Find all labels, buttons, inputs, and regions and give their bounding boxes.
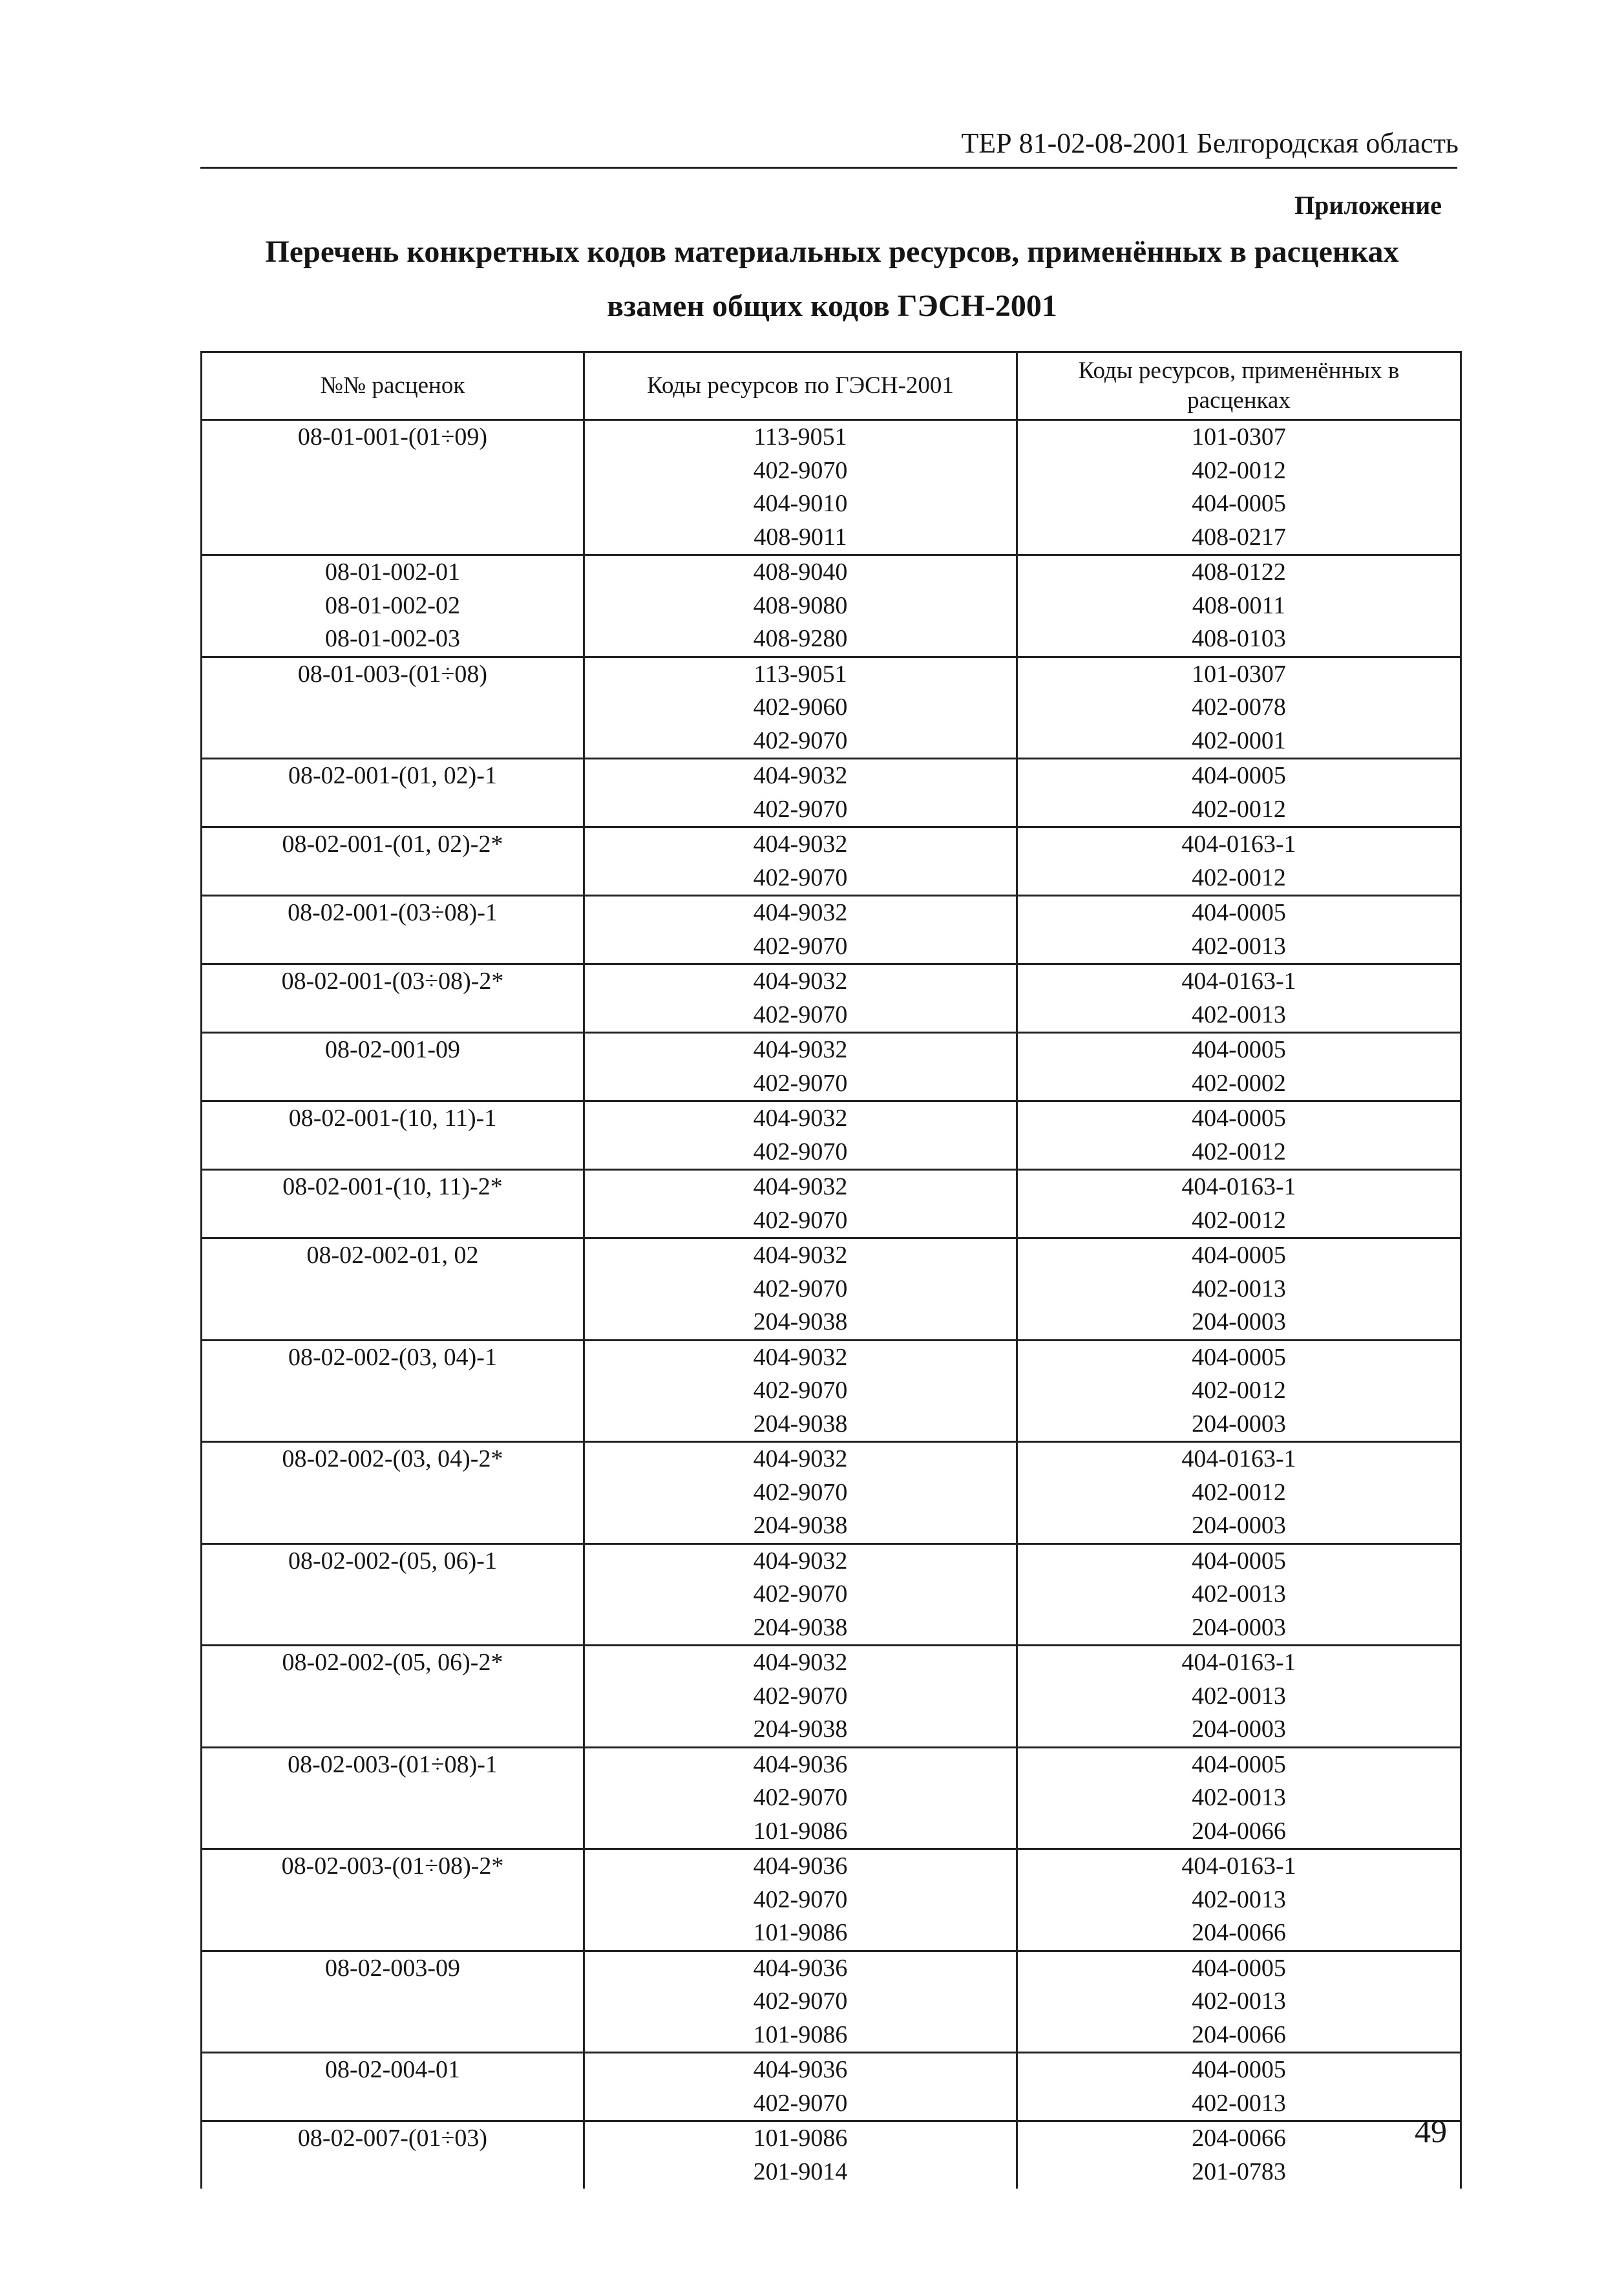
applied-cell — [1017, 827, 1461, 896]
rate-number: 08-02-001-(10, 11)-2* — [282, 1173, 503, 1200]
resource-code: 404-0005 — [1192, 1036, 1286, 1063]
resource-code: 402-0012 — [1192, 1377, 1286, 1404]
gesn-cell — [584, 657, 1017, 759]
applied-cell — [1017, 1101, 1461, 1170]
gesn-cell — [584, 1544, 1017, 1646]
table-row — [202, 759, 1461, 827]
applied-cell — [1017, 896, 1461, 964]
resource-code: 404-0163-1 — [1181, 1445, 1296, 1472]
table-row — [202, 1646, 1461, 1748]
rate-number: 08-01-002-01 — [325, 558, 460, 586]
resource-code: 404-0005 — [1192, 490, 1286, 517]
resource-code: 101-0307 — [1192, 423, 1286, 451]
gesn-cell — [584, 2053, 1017, 2121]
resource-code: 408-0217 — [1192, 523, 1286, 551]
gesn-cell — [584, 1238, 1017, 1341]
resource-code: 402-0078 — [1192, 694, 1286, 721]
resource-code: 204-0066 — [1192, 2021, 1286, 2048]
rate-number: 08-02-001-(03÷08)-2* — [281, 968, 504, 995]
table-row — [202, 555, 1461, 657]
rate-number: 08-02-002-(03, 04)-2* — [282, 1445, 503, 1472]
gesn-cell — [584, 1747, 1017, 1849]
resource-code: 404-9032 — [753, 762, 848, 789]
resource-code: 402-0013 — [1192, 1001, 1286, 1028]
gesn-cell — [584, 759, 1017, 827]
table-row — [202, 1170, 1461, 1238]
resource-code: 404-0163-1 — [1181, 831, 1296, 858]
rate-number: 08-02-004-01 — [325, 2056, 460, 2083]
applied-cell — [1017, 759, 1461, 827]
resource-code: 404-0005 — [1192, 1954, 1286, 1982]
resource-code: 402-0013 — [1192, 1682, 1286, 1710]
resource-code: 402-9070 — [753, 1784, 848, 1811]
resource-code: 204-9038 — [753, 1410, 848, 1438]
resource-code: 408-9040 — [753, 558, 848, 586]
table-row — [202, 1238, 1461, 1341]
gesn-cell — [584, 1101, 1017, 1170]
table-row — [202, 1849, 1461, 1951]
header-rate-numbers: №№ расценок — [202, 352, 584, 420]
table-row — [202, 2053, 1461, 2121]
resource-code: 402-9070 — [753, 1001, 848, 1028]
table-row — [202, 1951, 1461, 2053]
resource-code: 204-0003 — [1192, 1613, 1286, 1641]
resource-code: 204-9038 — [753, 1715, 848, 1743]
resource-code: 402-0012 — [1192, 1478, 1286, 1506]
resource-code: 404-0163-1 — [1181, 1649, 1296, 1676]
applied-cell — [1017, 1849, 1461, 1951]
resource-code: 101-9086 — [753, 2125, 848, 2152]
rate-cell — [202, 964, 584, 1033]
applied-cell — [1017, 1951, 1461, 2053]
rate-cell — [202, 1033, 584, 1101]
applied-cell — [1017, 657, 1461, 759]
resource-code: 404-9036 — [753, 1954, 848, 1982]
resource-code: 402-9070 — [753, 1478, 848, 1506]
rate-number: 08-02-002-01, 02 — [306, 1242, 479, 1269]
resource-code: 404-0163-1 — [1181, 1852, 1296, 1880]
gesn-cell — [584, 1340, 1017, 1442]
resource-code: 408-9280 — [753, 625, 848, 652]
table-row — [202, 896, 1461, 964]
resource-code: 402-9070 — [753, 1885, 848, 1913]
gesn-cell — [584, 1170, 1017, 1238]
resource-code: 402-0013 — [1192, 1275, 1286, 1302]
resource-code: 404-9032 — [753, 1242, 848, 1269]
rate-cell — [202, 1101, 584, 1170]
resource-code: 402-9070 — [753, 1069, 848, 1097]
table-row — [202, 1442, 1461, 1544]
rate-cell — [202, 1340, 584, 1442]
appendix-label: Приложение — [1294, 191, 1442, 220]
resource-code: 402-9070 — [753, 1377, 848, 1404]
resource-code: 408-0011 — [1192, 591, 1286, 619]
resource-code: 402-0012 — [1192, 864, 1286, 891]
gesn-cell — [584, 1033, 1017, 1101]
resource-code: 402-9070 — [753, 1580, 848, 1607]
resource-code: 404-9010 — [753, 490, 848, 517]
resource-code: 404-0005 — [1192, 899, 1286, 926]
resource-code: 113-9051 — [754, 660, 847, 688]
title-line-1: Перечень конкретных кодов материальных ресурсов, применённых в расценках — [265, 235, 1399, 269]
resource-code: 402-0013 — [1192, 1580, 1286, 1607]
resource-code: 402-9070 — [753, 727, 848, 754]
resource-code: 404-9036 — [753, 1750, 848, 1778]
resource-code: 101-9086 — [753, 2021, 848, 2048]
resource-code: 404-0005 — [1192, 1547, 1286, 1575]
gesn-cell — [584, 1646, 1017, 1748]
rate-cell — [202, 1170, 584, 1238]
rate-number: 08-01-002-03 — [325, 625, 460, 652]
gesn-cell — [584, 827, 1017, 896]
resource-code: 404-0005 — [1192, 1105, 1286, 1132]
gesn-cell — [584, 2121, 1017, 2189]
resource-code: 404-9032 — [753, 1547, 848, 1575]
resource-code: 402-0012 — [1192, 1138, 1286, 1165]
applied-cell — [1017, 964, 1461, 1033]
rate-cell — [202, 1747, 584, 1849]
resource-code: 204-0003 — [1192, 1308, 1286, 1335]
rate-number: 08-01-003-(01÷08) — [297, 660, 488, 688]
rate-cell — [202, 759, 584, 827]
resource-code: 402-0013 — [1192, 1885, 1286, 1913]
resource-code: 404-0005 — [1192, 1343, 1286, 1371]
resource-code: 113-9051 — [754, 423, 847, 451]
rate-cell — [202, 2053, 584, 2121]
rate-number: 08-01-001-(01÷09) — [297, 423, 488, 451]
rate-number: 08-02-001-(01, 02)-1 — [288, 762, 497, 789]
table-body — [202, 420, 1461, 2189]
resource-code: 204-0003 — [1192, 1715, 1286, 1743]
resource-code: 408-0122 — [1192, 558, 1286, 586]
applied-cell — [1017, 1747, 1461, 1849]
applied-cell — [1017, 2053, 1461, 2121]
applied-cell — [1017, 2121, 1461, 2189]
applied-cell — [1017, 1238, 1461, 1341]
resource-code: 204-0066 — [1192, 1919, 1286, 1946]
resource-code: 204-9038 — [753, 1512, 848, 1539]
resource-code: 404-0005 — [1192, 1750, 1286, 1778]
rate-number: 08-02-003-(01÷08)-1 — [288, 1750, 498, 1778]
resource-code: 404-9032 — [753, 831, 848, 858]
resource-code: 408-9011 — [754, 523, 847, 551]
resource-code: 201-0783 — [1192, 2158, 1286, 2185]
resource-code: 404-9032 — [753, 1649, 848, 1676]
rate-number: 08-02-002-(05, 06)-1 — [288, 1547, 497, 1575]
rate-cell — [202, 827, 584, 896]
table-row — [202, 1747, 1461, 1849]
applied-cell — [1017, 1442, 1461, 1544]
page-title — [0, 225, 1624, 334]
resource-code: 408-9080 — [753, 591, 848, 619]
resource-code: 404-9032 — [753, 899, 848, 926]
rate-cell — [202, 555, 584, 657]
rate-cell — [202, 1442, 584, 1544]
rate-number: 08-02-002-(05, 06)-2* — [282, 1649, 503, 1676]
rate-number: 08-02-001-(01, 02)-2* — [282, 831, 503, 858]
resource-code: 402-0013 — [1192, 2089, 1286, 2117]
gesn-cell — [584, 896, 1017, 964]
resource-code: 204-0003 — [1192, 1410, 1286, 1438]
gesn-cell — [584, 1849, 1017, 1951]
table-row — [202, 657, 1461, 759]
resource-code: 402-0013 — [1192, 1784, 1286, 1811]
page-number: 49 — [1415, 2113, 1447, 2149]
applied-cell — [1017, 1170, 1461, 1238]
resource-code: 402-9070 — [753, 932, 848, 960]
rate-cell — [202, 1849, 584, 1951]
applied-cell — [1017, 555, 1461, 657]
resource-code: 404-0163-1 — [1181, 968, 1296, 995]
resource-code: 404-9032 — [753, 1173, 848, 1200]
gesn-cell — [584, 1442, 1017, 1544]
resource-code: 404-0005 — [1192, 2056, 1286, 2083]
header-rule — [200, 167, 1457, 169]
resource-code: 402-9060 — [753, 694, 848, 721]
resource-code: 101-9086 — [753, 1919, 848, 1946]
table-row — [202, 1544, 1461, 1646]
resource-code: 404-0005 — [1192, 762, 1286, 789]
table-row — [202, 420, 1461, 555]
applied-cell — [1017, 1033, 1461, 1101]
header-applied-codes: Коды ресурсов, применённых в расценках — [1017, 352, 1461, 420]
resource-code: 402-9070 — [753, 456, 848, 484]
resource-code: 204-0066 — [1192, 1817, 1286, 1845]
rate-number: 08-02-001-(03÷08)-1 — [288, 899, 498, 926]
resource-code: 404-9032 — [753, 1445, 848, 1472]
resource-code: 402-9070 — [753, 1138, 848, 1165]
gesn-cell — [584, 420, 1017, 555]
table-row — [202, 1101, 1461, 1170]
resource-code: 404-0163-1 — [1181, 1173, 1296, 1200]
resource-code: 402-0013 — [1192, 1988, 1286, 2015]
resource-code: 101-0307 — [1192, 660, 1286, 688]
gesn-cell — [584, 555, 1017, 657]
resource-code: 402-9070 — [753, 795, 848, 823]
table-row — [202, 827, 1461, 896]
table-header-row — [202, 352, 1461, 420]
rate-number: 08-02-001-09 — [325, 1036, 460, 1063]
resource-code: 204-0003 — [1192, 1512, 1286, 1539]
rate-cell — [202, 420, 584, 555]
document-header: ТЕР 81-02-08-2001 Белгородская область — [961, 127, 1459, 159]
resource-code: 402-0012 — [1192, 795, 1286, 823]
resource-code: 404-9032 — [753, 1105, 848, 1132]
resource-code: 402-0001 — [1192, 727, 1286, 754]
resource-code: 404-9032 — [753, 1036, 848, 1063]
rate-cell — [202, 1544, 584, 1646]
resource-code: 402-9070 — [753, 2089, 848, 2117]
applied-cell — [1017, 1544, 1461, 1646]
rate-number: 08-02-007-(01÷03) — [297, 2125, 488, 2152]
resource-code: 402-0002 — [1192, 1069, 1286, 1097]
rate-number: 08-02-002-(03, 04)-1 — [288, 1343, 497, 1371]
resource-code: 402-9070 — [753, 864, 848, 891]
resource-code: 408-0103 — [1192, 625, 1286, 652]
rate-cell — [202, 1238, 584, 1341]
rate-cell — [202, 2121, 584, 2189]
resource-code: 402-9070 — [753, 1988, 848, 2015]
table-row — [202, 1033, 1461, 1101]
title-line-2: взамен общих кодов ГЭСН-2001 — [607, 289, 1057, 323]
rate-number: 08-02-003-(01÷08)-2* — [281, 1852, 504, 1880]
resource-code: 402-0012 — [1192, 1206, 1286, 1234]
resource-code: 404-9032 — [753, 1343, 848, 1371]
resource-code: 402-9070 — [753, 1206, 848, 1234]
resource-code: 402-0013 — [1192, 932, 1286, 960]
applied-cell — [1017, 420, 1461, 555]
applied-cell — [1017, 1646, 1461, 1748]
resource-code: 404-9036 — [753, 2056, 848, 2083]
resource-code: 402-9070 — [753, 1275, 848, 1302]
rate-cell — [202, 1646, 584, 1748]
resource-code: 101-9086 — [753, 1817, 848, 1845]
resource-code: 404-0005 — [1192, 1242, 1286, 1269]
header-gesn-codes: Коды ресурсов по ГЭСН-2001 — [584, 352, 1017, 420]
resource-code: 402-9070 — [753, 1682, 848, 1710]
applied-cell — [1017, 1340, 1461, 1442]
table-row — [202, 2121, 1461, 2189]
resource-code: 201-9014 — [753, 2158, 848, 2185]
resource-code: 404-9036 — [753, 1852, 848, 1880]
rate-number: 08-02-001-(10, 11)-1 — [288, 1105, 497, 1132]
table-row — [202, 1340, 1461, 1442]
gesn-cell — [584, 1951, 1017, 2053]
resource-code: 204-9038 — [753, 1308, 848, 1335]
rate-cell — [202, 1951, 584, 2053]
resource-code: 204-0066 — [1192, 2125, 1286, 2152]
rate-cell — [202, 896, 584, 964]
resource-code: 402-0012 — [1192, 456, 1286, 484]
codes-table — [200, 351, 1462, 2189]
rate-cell — [202, 657, 584, 759]
resource-code: 404-9032 — [753, 968, 848, 995]
gesn-cell — [584, 964, 1017, 1033]
rate-number: 08-02-003-09 — [325, 1954, 460, 1982]
table-row — [202, 964, 1461, 1033]
rate-number: 08-01-002-02 — [325, 591, 460, 619]
resource-code: 204-9038 — [753, 1613, 848, 1641]
